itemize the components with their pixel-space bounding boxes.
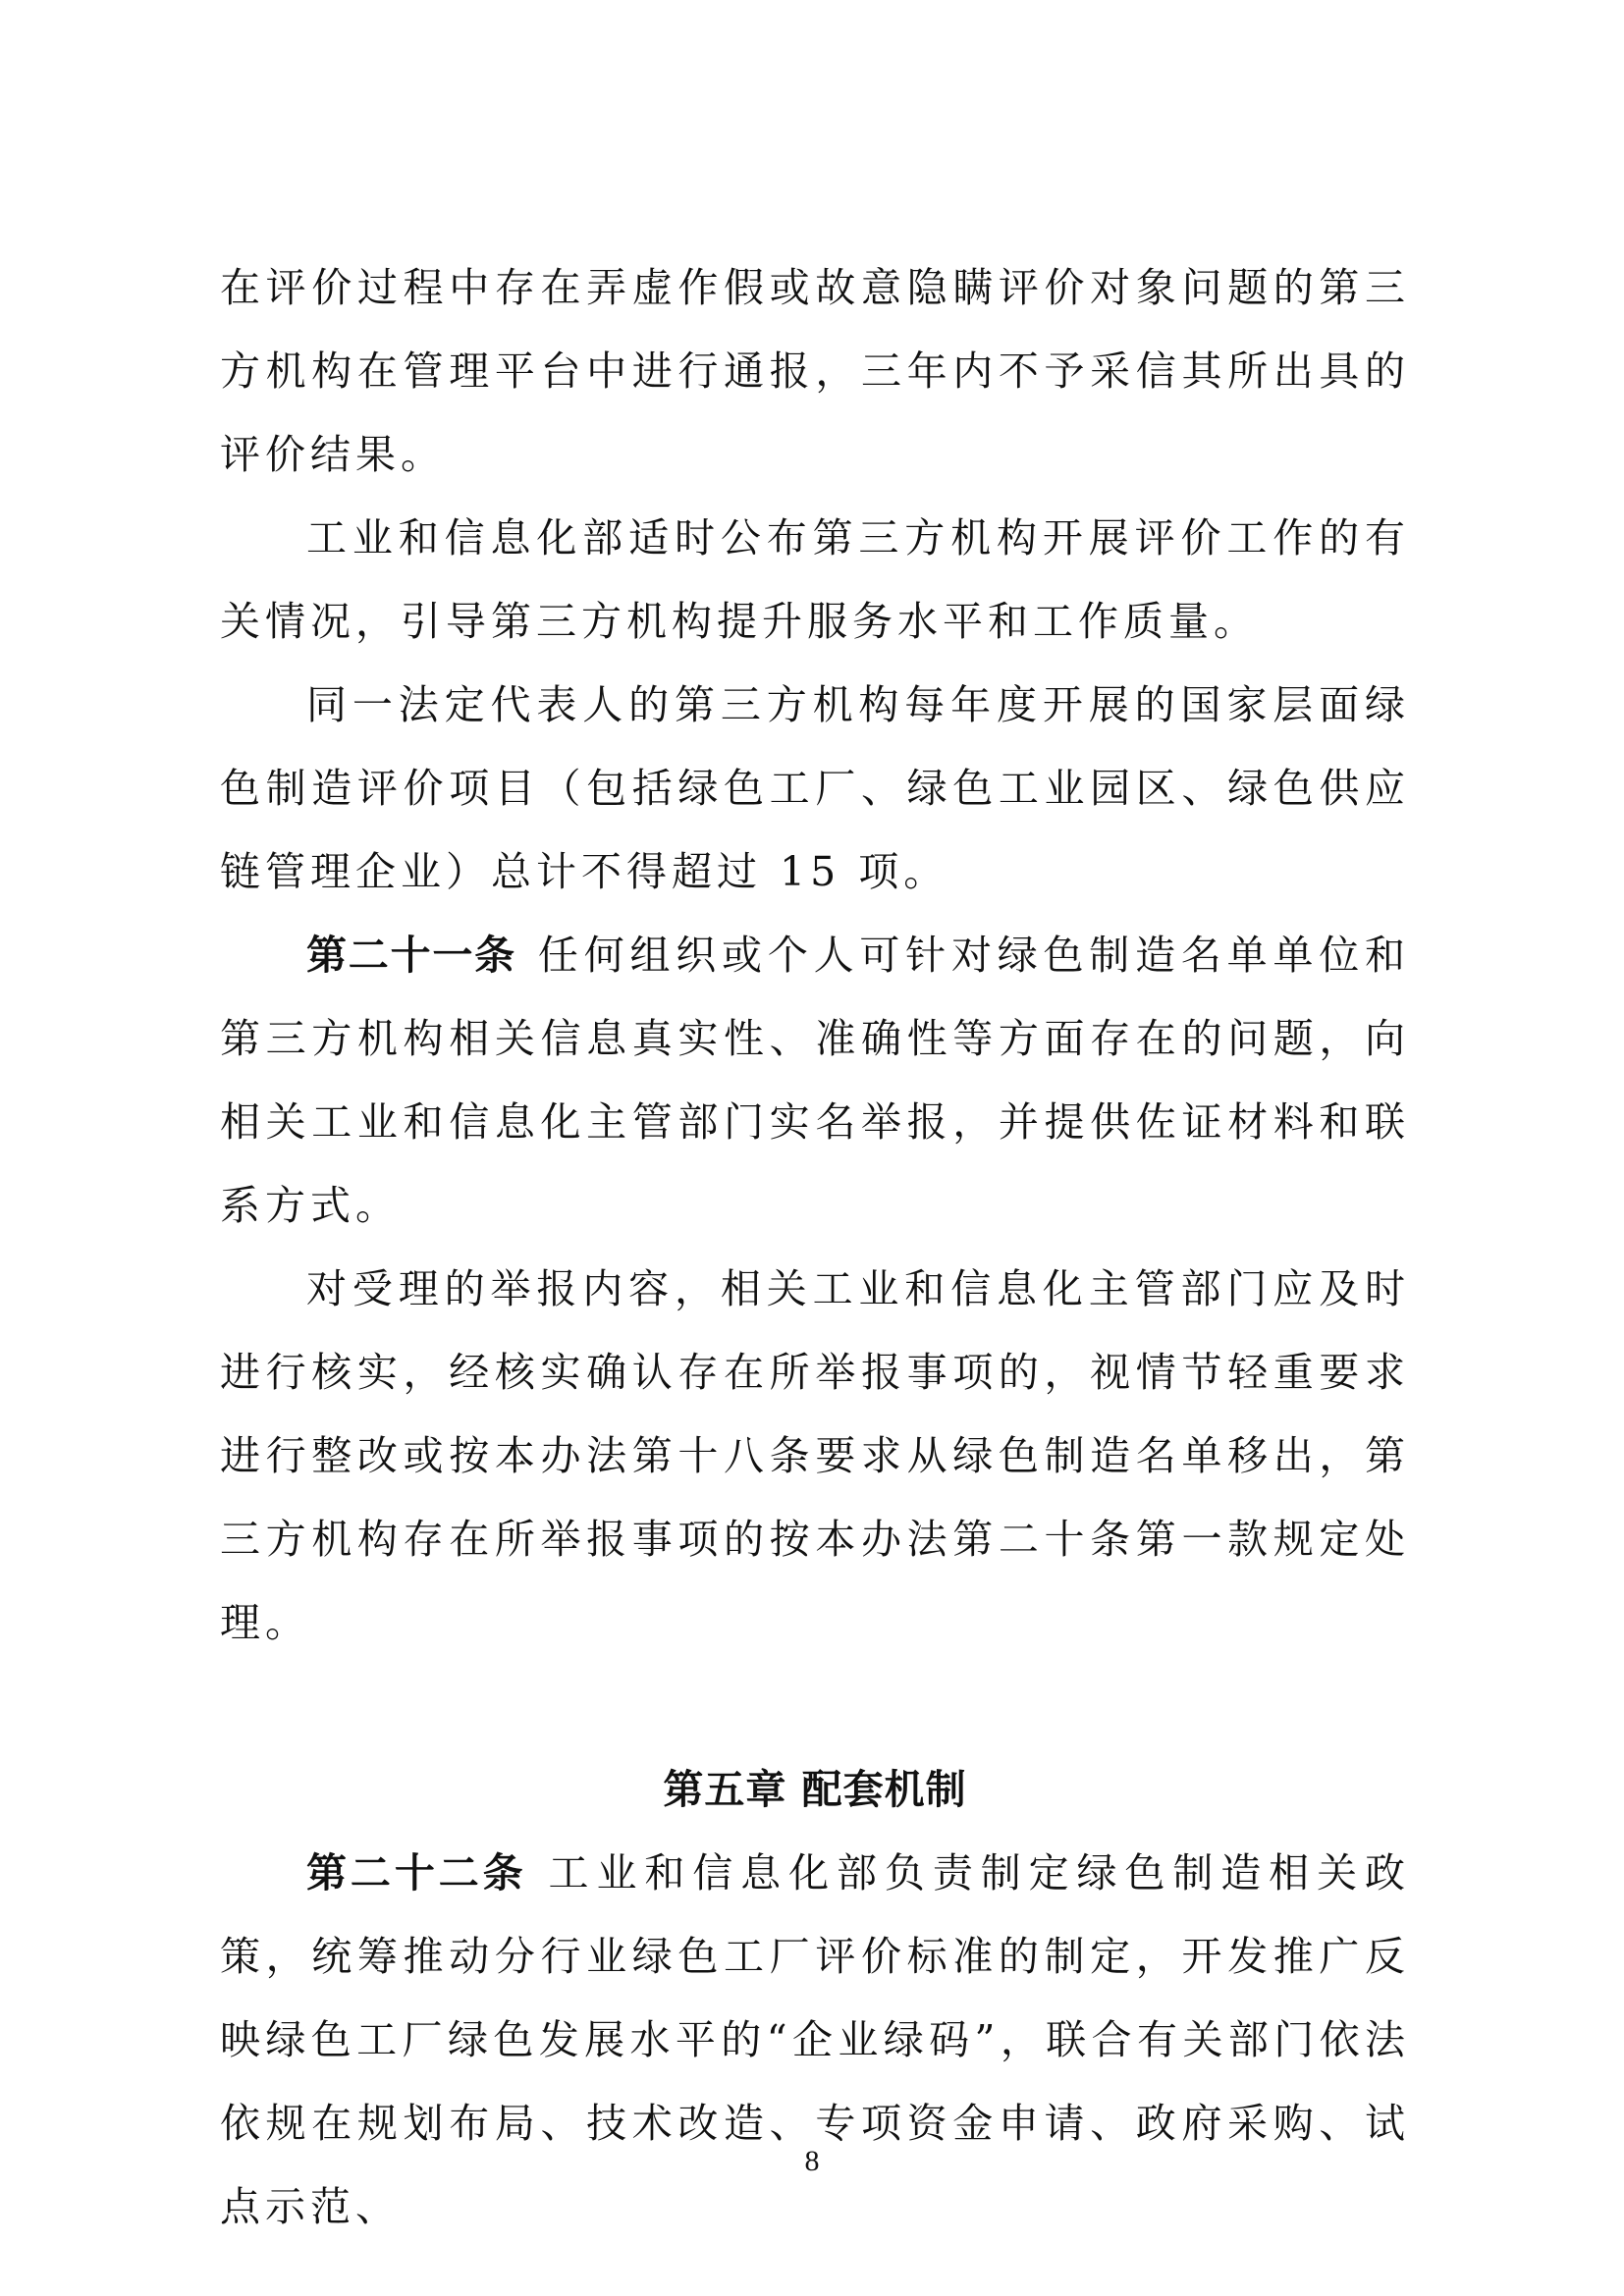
article-22 bbox=[220, 1832, 1410, 2249]
chapter-title: 第五章 配套机制 bbox=[663, 1766, 967, 1813]
article-22-heading: 第二十二条 bbox=[306, 1849, 527, 1896]
article-21-text: 任何组织或个人可针对绿色制造名单单位和第三方机构相关信息真实性、准确性等方面存在的问题，向相关工业和信息化主管部门实名举报，并提供佐证材料和联系方式。 bbox=[220, 932, 1411, 1229]
paragraph-evaluation-limit: 同一法定代表人的第三方机构每年度开展的国家层面绿色制造评价项目（包括绿色工厂、绿色工业园区、绿色供应链管理企业）总计不得超过 15 项。 bbox=[220, 681, 1410, 895]
paragraph-third-party-reporting: 在评价过程中存在弄虚作假或故意隐瞒评价对象问题的第三方机构在管理平台中进行通报，三年内不予采信其所出具的评价结果。 bbox=[220, 264, 1410, 478]
document-body bbox=[220, 246, 1410, 2249]
page-number: 8 bbox=[804, 2145, 820, 2177]
paragraph-report-handling: 对受理的举报内容，相关工业和信息化主管部门应及时进行核实，经核实确认存在所举报事项的，视情节轻重要求进行整改或按本办法第十八条要求从绿色制造名单移出，第三方机构存在所举报事项的按本办法第二十条第一款规定处理。 bbox=[220, 1265, 1410, 1646]
article-22-text: 工业和信息化部负责制定绿色制造相关政策，统筹推动分行业绿色工厂评价标准的制定，开发推广反映绿色工厂绿色发展水平的“企业绿码”，联合有关部门依法依规在规划布局、技术改造、专项资金申请、政府采购、试点示范、 bbox=[220, 1849, 1410, 2230]
article-21-heading: 第二十一条 bbox=[306, 932, 516, 979]
article-21 bbox=[220, 914, 1410, 1248]
paragraph-publish-evaluation: 工业和信息化部适时公布第三方机构开展评价工作的有关情况，引导第三方机构提升服务水平和工作质量。 bbox=[220, 514, 1410, 645]
